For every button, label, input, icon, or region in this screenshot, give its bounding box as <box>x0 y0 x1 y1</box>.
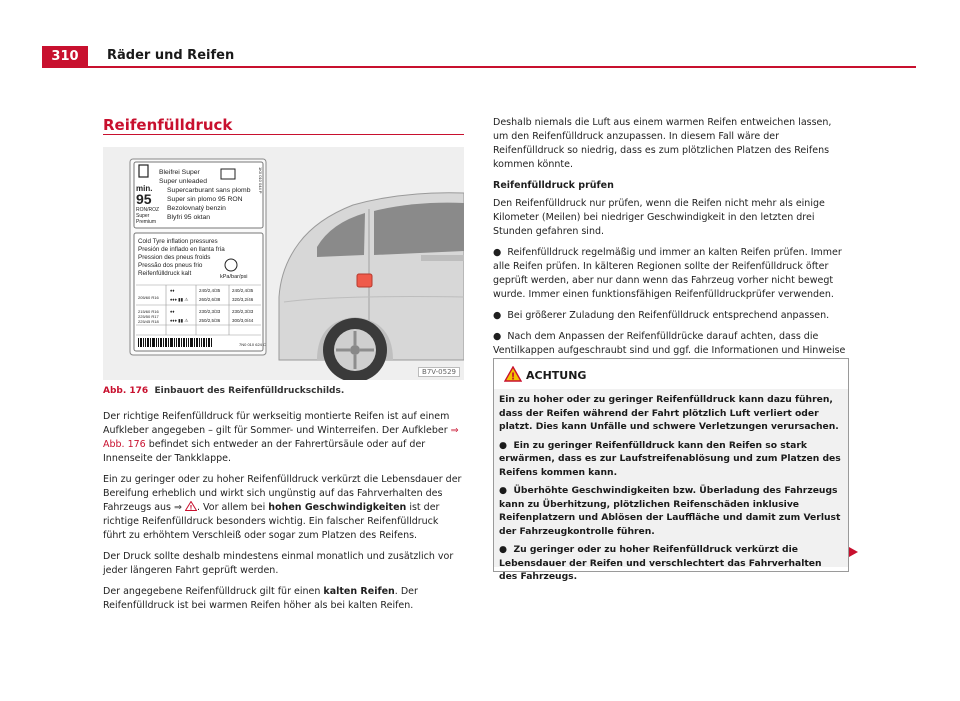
pressure-cell: 240/2,4/35 <box>199 288 221 293</box>
text: . Vor allem bei <box>196 502 269 513</box>
warning-list-item <box>499 543 843 584</box>
figure-code: B7V-0529 <box>418 367 460 377</box>
paragraph: Den Reifenfülldruck nur prüfen, wenn die Reifen nicht mehr als einige Kilometer (Meilen) bei niedriger Geschwindigkeit in den letzten drei Stunden gefahren sind. <box>493 198 825 237</box>
min-label: min. <box>136 184 153 193</box>
fuel-line-1: Bleifrei Super <box>159 169 200 176</box>
bullet-icon: ● <box>499 439 508 451</box>
list-item <box>493 246 849 302</box>
text: . Der Reifenfülldruck ist bei warmen Reifen höher als bei kalten Reifen. <box>103 586 418 611</box>
figure-caption <box>103 386 344 396</box>
warning-list-item <box>499 439 843 480</box>
text: ist der richtige Reifenfülldruck besonders wichtig. Ein falscher Reifenfülldruck führt zu erhöhtem Verschleiß oder sogar zum Platzen des Reifens. <box>103 502 440 541</box>
fuel-line-2: Super unleaded <box>159 178 207 185</box>
warning-box <box>493 358 849 582</box>
right-column <box>493 116 849 379</box>
tyre-size-3: 225/50 R17 <box>138 314 159 319</box>
warning-paragraph: Ein zu hoher oder zu geringer Reifenfülldruck kann dazu führen, dass der Reifen während der Fahrt plötzlich Luft verliert oder platzt. Dies kann Unfälle und schwere Verletzungen verursachen. <box>499 394 839 432</box>
bullet-icon: ● <box>499 485 508 496</box>
list-item <box>493 309 849 323</box>
load-icon-4: ♦♦♦ ▮▮ ⚠ <box>170 318 189 323</box>
bullet-icon: ● <box>493 247 502 258</box>
text: Der richtige Reifenfülldruck für werkseitig montierte Reifen ist auf einem Aufkleber angegeben – gilt für Sommer- und Winterreifen. Der Aufkleber <box>103 411 451 436</box>
text: Ein zu geringer Reifenfülldruck kann den Reifen so stark erwärmen, dass es zur Laufstreifenablösung und zum Platzen des Reifens kommen kann. <box>499 439 841 478</box>
fuel-line-6: Blyfri 95 oktan <box>167 214 211 221</box>
car-illustration <box>279 193 464 380</box>
pressure-cell: 240/2,4/35 <box>232 288 254 293</box>
header-rule <box>88 66 916 68</box>
warning-title: ACHTUNG <box>526 369 587 382</box>
octane-sub-1: RON/ROZ <box>136 207 160 213</box>
pressure-cell: 230/2,3/33 <box>199 309 221 314</box>
pressure-cell: 300/3,0/44 <box>232 318 254 323</box>
continue-arrow-icon[interactable] <box>849 547 858 557</box>
fuel-line-4: Super sin plomo 95 RON <box>167 196 243 203</box>
fuel-line-3: Supercarburant sans plomb <box>167 187 251 194</box>
bold-text: kalten Reifen <box>323 586 395 597</box>
pressure-line-5: Reifenfülldruck kalt <box>138 270 192 277</box>
paragraph <box>103 585 464 613</box>
pressure-cell: 260/2,6/38 <box>199 297 221 302</box>
caption-text: Einbauort des Reifenfülldruckschilds. <box>154 386 345 396</box>
paragraph: Der Druck sollte deshalb mindestens einmal monatlich und zusätzlich vor jeder längeren Fahrt geprüft werden. <box>103 551 454 576</box>
tyre-size-2: 215/60 R16 <box>138 309 159 314</box>
text: Bei größerer Zuladung den Reifenfülldruck entsprechend anpassen. <box>507 310 830 321</box>
left-column <box>103 410 464 620</box>
text: Reifenfülldruck regelmäßig und immer an kalten Reifen prüfen. Immer alle Reifen prüfen. In kälteren Regionen sollte der Reifenfülldruck öfter geprüft werden, aber nur dann wenn das Fahrzeug vorher nicht bewegt wurde. Immer einen funktionsfähigen Reifenfülldruckprüfer verwenden. <box>493 247 842 300</box>
pressure-cell: 320/3,2/46 <box>232 297 254 302</box>
figure-illustration <box>103 147 464 380</box>
octane-sub-2: Super <box>136 213 150 219</box>
octane-sub-3: Premium <box>136 219 157 225</box>
paragraph: Deshalb niemals die Luft aus einem warmen Reifen entweichen lassen, um den Reifenfülldruck anzupassen. In diesem Fall wäre der Reifenfülldruck so niedrig, dass es zum plötzlichen Platzen des Reifens kommen könnte. <box>493 117 832 170</box>
bold-text: hohen Geschwindigkeiten <box>268 502 407 513</box>
pressure-line-4: Pressão dos pneus frio <box>138 262 203 269</box>
tyre-size-1: 205/60 R16 <box>138 295 159 300</box>
page-number: 310 <box>42 46 88 68</box>
pressure-cell: 230/2,3/33 <box>232 309 254 314</box>
subheading: Reifenfülldruck prüfen <box>493 180 614 191</box>
pressure-line-1: Cold Tyre inflation pressures <box>138 238 218 245</box>
text: Ein zu geringer oder zu hoher Reifenfülldruck verkürzt die Lebensdauer der Bereifung erheblich und wirkt sich ungünstig auf das Fahrverhalten des Fahrzeugs aus ⇒ <box>103 474 462 513</box>
octane-value: 95 <box>136 191 152 207</box>
warning-triangle-icon[interactable] <box>185 501 197 511</box>
svg-text:!: ! <box>510 371 516 382</box>
figure-link[interactable]: ⇒ Abb. 176 <box>103 425 459 450</box>
load-icon-1: ♦♦ <box>170 288 175 293</box>
bullet-icon: ● <box>499 544 508 555</box>
side-code: 1K0 010 044 P <box>258 167 263 194</box>
text: Der angegebene Reifenfülldruck gilt für einen <box>103 586 324 597</box>
bottom-code: 7N0 010 624 C <box>239 342 266 347</box>
pressure-unit: kPa/bar/psi <box>220 274 248 280</box>
load-icon-3: ♦♦ <box>170 309 175 314</box>
bullet-icon: ● <box>493 331 502 342</box>
tyre-size-4: 225/45 R18 <box>138 319 159 324</box>
paragraph <box>103 410 464 466</box>
pressure-cell: 250/2,5/36 <box>199 318 221 323</box>
warning-list-item <box>499 484 843 538</box>
pressure-line-2: Presión de inflado en llanta fría <box>138 246 225 253</box>
bullet-icon: ● <box>493 310 502 321</box>
warning-triangle-icon <box>504 366 522 382</box>
pressure-line-3: Pression des pneus froids <box>138 254 211 261</box>
svg-text:!: ! <box>189 503 193 511</box>
tire-pressure-figure <box>103 147 464 380</box>
fuel-line-5: Bezolovnatý benzin <box>167 205 226 212</box>
fuel-flap-marker <box>357 274 372 287</box>
load-icon-2: ♦♦♦ ▮▮ ⚠ <box>170 297 189 302</box>
section-title: Reifenfülldruck <box>103 116 233 134</box>
section-rule <box>103 134 464 135</box>
text: Überhöhte Geschwindigkeiten bzw. Überladung des Fahrzeugs kann zu Überhitzung, plötzlichen Reifenschäden inklusive Reifenplatzern und Ablösen der Lauffläche und damit zum Verlust der Fahrzeugkontrolle führen. <box>499 485 841 537</box>
paragraph <box>103 473 464 543</box>
warning-body <box>494 389 848 582</box>
text: Zu geringer oder zu hoher Reifenfülldruck verkürzt die Lebensdauer der Reifen und verschlechtert das Fahrverhalten des Fahrzeugs. <box>499 544 822 582</box>
warning-header <box>494 359 848 389</box>
caption-label: Abb. 176 <box>103 386 149 396</box>
text: befindet sich entweder an der Fahrertürsäule oder auf der Innenseite der Tankklappe. <box>103 439 426 464</box>
chapter-title: Räder und Reifen <box>107 48 235 63</box>
text: Nach dem Anpassen der Reifenfülldrücke darauf achten, dass die Ventilkappen aufgeschraubt sind und ggf. die Informationen und Hinweise <box>493 331 846 356</box>
